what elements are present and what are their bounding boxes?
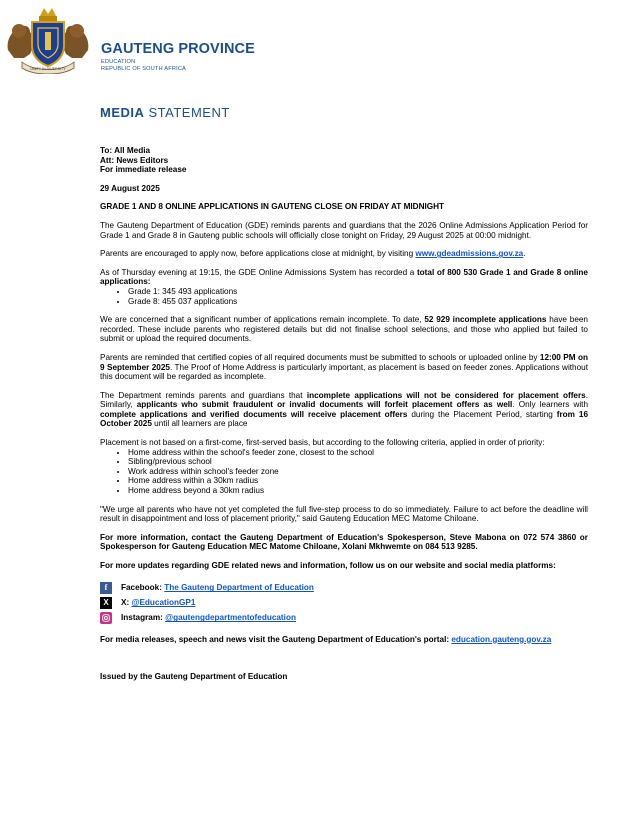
headline: GRADE 1 AND 8 ONLINE APPLICATIONS IN GAUTENG CLOSE ON FRIDAY AT MIDNIGHT xyxy=(100,202,445,212)
text-run-bold: 12:00 PM on 9 September 2025 xyxy=(100,352,588,372)
text-run: Parents are reminded that certified copies of all required documents must be submitted to schools or uploaded online by xyxy=(100,352,540,362)
list-item: • Sibling/previous school xyxy=(128,457,588,467)
text-run: . Similarly, xyxy=(100,390,588,410)
criteria-list xyxy=(100,448,588,496)
paragraph-intro: The Gauteng Department of Education (GDE) reminds parents and guardians that the 2026 Online Admissions Application Period for Grade 1 and Grade 8 in Gauteng public schools will officially close tonight on Friday, 29 August 2025 at 00:00 midnight. xyxy=(100,220,588,240)
instagram-label: Instagram: xyxy=(121,613,163,623)
x-label: X: xyxy=(121,598,130,608)
title-media: MEDIA xyxy=(100,105,145,120)
apply-end: . xyxy=(523,249,526,259)
text-run: until all learners are place xyxy=(151,419,248,429)
list-item: • Grade 1: 345 493 applications xyxy=(128,287,588,297)
text-run: The Department reminds parents and guardians that xyxy=(100,390,307,400)
department-name: EDUCATION xyxy=(101,59,136,65)
paragraph-contacts: For more information, contact the Gauteng Department of Education's Spokesperson, Steve Mabona on 072 574 3860 or Spokesperson for Gauteng Education MEC Matome Chiloane, Xolani Mkhwemte on 084 513 9285. xyxy=(100,532,588,552)
list-item: • Work address within school's feeder zone xyxy=(128,467,588,477)
instagram-icon xyxy=(100,612,112,624)
portal-link[interactable]: education.gauteng.gov.za xyxy=(451,634,552,644)
text-run-bold: applicants who submit fraudulent or invalid documents will forfeit placement offers as well xyxy=(136,400,513,410)
date-line: 29 August 2025 xyxy=(100,183,160,193)
applications-list xyxy=(100,287,588,306)
facebook-icon: f xyxy=(100,582,112,594)
instagram-link[interactable]: @gautengdepartmentofeducation xyxy=(165,613,296,623)
list-item: • Home address beyond a 30km radius xyxy=(128,486,588,496)
portal-text: For media releases, speech and news visit the Gauteng Department of Education's portal: xyxy=(100,634,452,644)
social-links xyxy=(100,581,588,626)
att-line: Att: News Editors xyxy=(100,155,169,165)
x-link[interactable]: @EducationGP1 xyxy=(131,598,196,608)
list-item: • Home address within a 30km radius xyxy=(128,476,588,486)
x-row xyxy=(100,596,588,611)
paragraph-totals xyxy=(100,268,588,287)
paragraph-placement-offers xyxy=(100,391,588,429)
x-icon: X xyxy=(100,597,112,609)
facebook-row xyxy=(100,581,588,596)
title-statement: STATEMENT xyxy=(148,105,230,120)
statement-body xyxy=(100,146,588,682)
text-run-bold: 52 929 incomplete applications xyxy=(424,315,547,325)
admissions-link[interactable]: www.gdeadmissions.gov.za xyxy=(415,249,524,259)
paragraph-documents xyxy=(100,353,588,382)
apply-text: Parents are encouraged to apply now, before applications close at midnight, by visiting xyxy=(100,249,416,259)
republic-name: REPUBLIC OF SOUTH AFRICA xyxy=(101,66,186,72)
document-title xyxy=(100,105,230,120)
text-run-bold: incomplete applications will not be considered for placement offers xyxy=(306,390,586,400)
coat-of-arms-logo xyxy=(4,6,92,74)
totals-bold: total of 800 530 Grade 1 and Grade 8 online applications: xyxy=(100,267,588,287)
facebook-link[interactable]: The Gauteng Department of Education xyxy=(164,583,314,593)
text-run-bold: from 16 October 2025 xyxy=(100,409,589,429)
text-run: during the Placement Period, starting xyxy=(407,409,557,419)
release-line: For immediate release xyxy=(100,165,187,175)
to-line: To: All Media xyxy=(100,146,151,155)
province-name: GAUTENG PROVINCE xyxy=(101,41,255,57)
text-run: have been recorded. These include parents who registered details but did not finalise school selections, and those who applied but failed to submit or upload the required documents. xyxy=(100,315,588,344)
paragraph-portal xyxy=(100,635,588,645)
paragraph-criteria: Placement is not based on a first-come, first-served basis, but according to the following criteria, applied in order of priority: xyxy=(100,438,545,448)
issued-by: Issued by the Gauteng Department of Education xyxy=(100,672,288,682)
letterhead xyxy=(4,6,264,74)
text-run-bold: complete applications and verified documents will receive placement offers xyxy=(100,409,408,419)
facebook-label: Facebook: xyxy=(121,583,162,593)
totals-text: As of Thursday evening at 19:15, the GDE Online Admissions System has recorded a xyxy=(100,267,417,277)
paragraph-apply-now xyxy=(100,249,588,259)
instagram-row xyxy=(100,611,588,626)
paragraph-mec-quote: "We urge all parents who have not yet completed the full five-step process to do so immediately. Failure to act before the deadline will result in disappointment and loss of placement priority," said Gauteng Education MEC Matome Chiloane. xyxy=(100,504,588,524)
list-item: • Grade 8: 455 037 applications xyxy=(128,297,588,307)
paragraph-incomplete xyxy=(100,315,588,344)
paragraph-follow-us: For more updates regarding GDE related news and information, follow us on our website and social media platforms: xyxy=(100,561,556,570)
text-run: . Only learners with xyxy=(512,400,588,410)
motto-text: UNITY IN DIVERSITY xyxy=(30,67,66,71)
text-run: We are concerned that a significant number of applications remain incomplete. To date, xyxy=(100,315,425,325)
list-item: • Home address within the school's feeder zone, closest to the school xyxy=(128,448,588,458)
text-run: . The Proof of Home Address is particularly important, as placement is based on feeder zones. Applications without this document will be regarded as incomplete. xyxy=(100,362,588,382)
